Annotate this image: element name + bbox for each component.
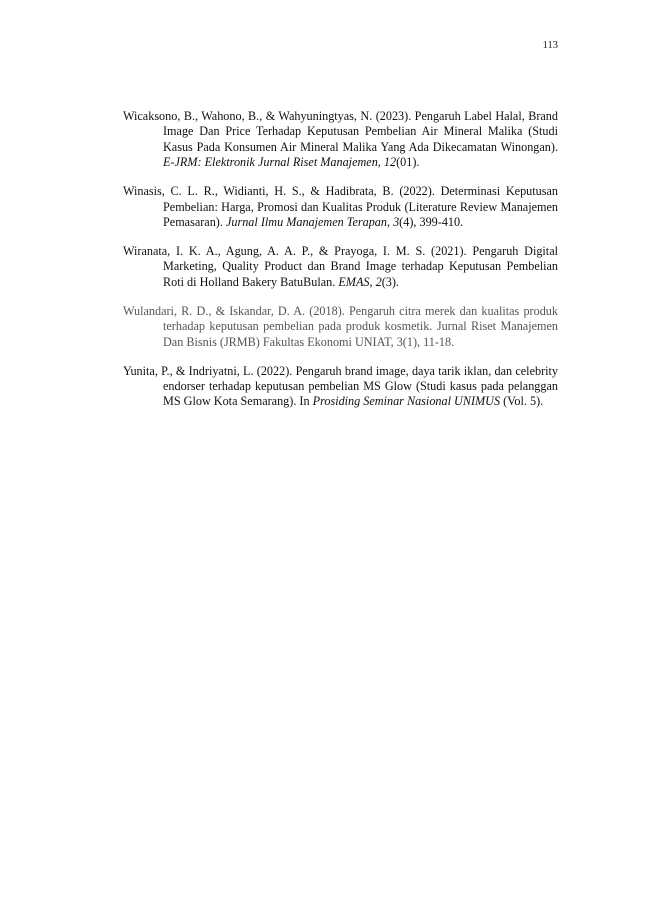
reference-separator: ,	[369, 274, 376, 289]
reference-entry	[123, 109, 558, 171]
journal-issue: (01).	[396, 155, 420, 170]
journal-volume: 2	[375, 274, 382, 289]
journal-volume: 3	[393, 215, 400, 230]
reference-text: Yunita, P., & Indriyatni, L. (2022). Pengaruh brand image, daya tarik iklan, dan celebrity endorser terhadap keputusan pembelian MS Glow (Studi kasus pada pelanggan MS Glow Kota Semarang). In	[123, 363, 558, 409]
reference-text: Winasis, C. L. R., Widianti, H. S., & Hadibrata, B. (2022). Determinasi Keputusan Pembelian: Harga, Promosi dan Kualitas Produk (Literature Review Manajemen Pemasaran).	[123, 184, 558, 230]
reference-entry	[123, 244, 558, 290]
journal-issue: (4), 399-410.	[399, 215, 464, 230]
reference-entry	[123, 364, 558, 410]
reference-text: Wicaksono, B., Wahono, B., & Wahyuningtyas, N. (2023). Pengaruh Label Halal, Brand Image Dan Price Terhadap Keputusan Pembelian Air Mineral Malika (Studi Kasus Pada Konsumen Air Mineral Malika Yang Ada Dikecamatan Winongan).	[123, 109, 558, 154]
journal-title: E-JRM: Elektronik Jurnal Riset Manajemen	[163, 155, 378, 170]
reference-list	[123, 109, 558, 423]
journal-issue: (3).	[381, 274, 399, 289]
reference-separator: ,	[386, 215, 394, 230]
reference-entry	[123, 184, 558, 230]
journal-title: EMAS	[338, 274, 370, 289]
reference-text: Wiranata, I. K. A., Agung, A. A. P., & Prayoga, I. M. S. (2021). Pengaruh Digital Marketing, Quality Product dan Brand Image terhadap Keputusan Pembelian Roti di Holland Bakery BatuBulan.	[123, 244, 558, 289]
reference-text: Wulandari, R. D., & Iskandar, D. A. (2018). Pengaruh citra merek dan kualitas produk terhadap keputusan pembelian pada produk kosmetik. Jurnal Riset Manajemen Dan Bisnis (JRMB) Fakultas Ekonomi UNIAT, 3(1), 11-18.	[123, 303, 558, 349]
page-number: 113	[542, 40, 558, 51]
proceedings-title: Prosiding Seminar Nasional UNIMUS	[312, 394, 501, 409]
journal-title: Jurnal Ilmu Manajemen Terapan	[225, 215, 387, 230]
reference-separator: ,	[377, 155, 384, 170]
proceedings-volume: (Vol. 5).	[500, 394, 544, 409]
reference-entry	[123, 304, 558, 350]
journal-volume: 12	[383, 155, 397, 170]
